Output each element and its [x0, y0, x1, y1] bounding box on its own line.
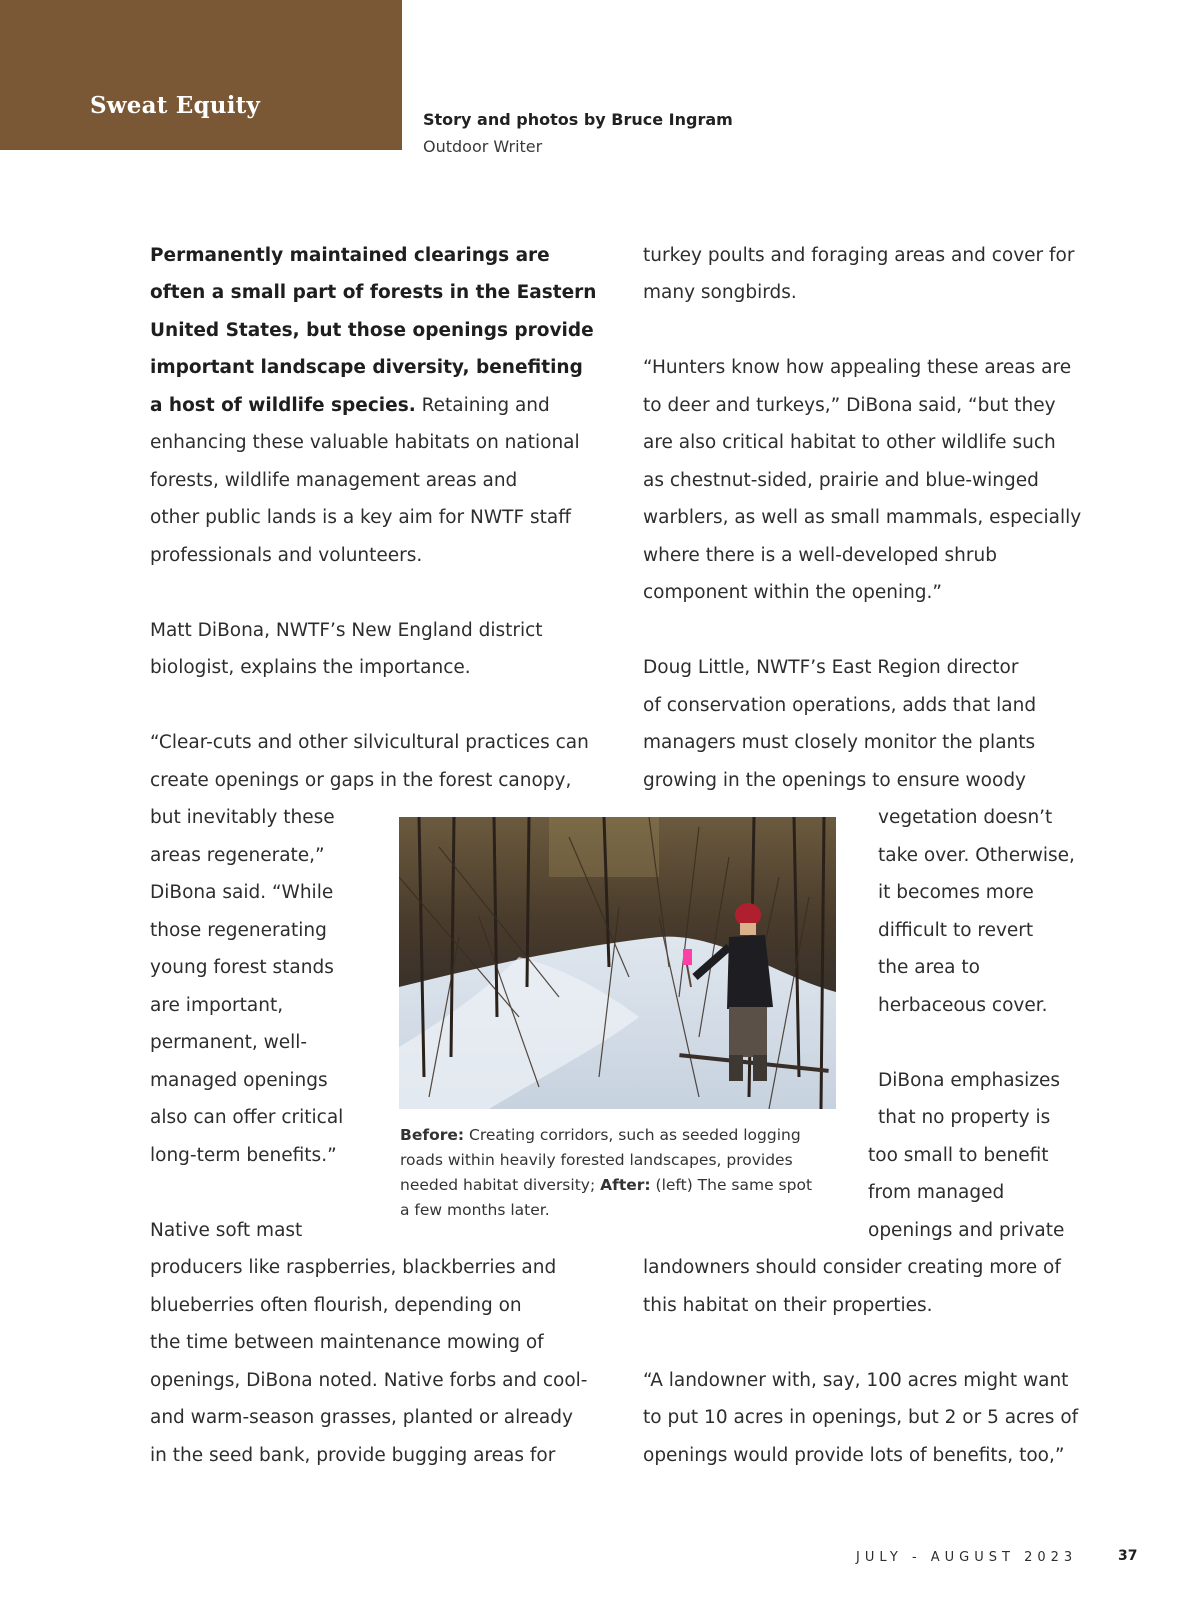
text-line: professionals and volunteers. [150, 545, 423, 566]
text-line: vegetation doesn’t [878, 807, 1053, 828]
header-banner [0, 0, 402, 150]
text-line: growing in the openings to ensure woody [643, 770, 1027, 791]
text-line: in the seed bank, provide bugging areas for [150, 1445, 556, 1466]
text-line: many songbirds. [643, 282, 797, 303]
byline-author: Story and photos by Bruce Ingram [423, 110, 733, 129]
caption-line: Before: Creating corridors, such as seeded logging [400, 1126, 801, 1144]
text-line: it becomes more [878, 882, 1034, 903]
photo-caption [400, 1123, 840, 1223]
text-line: enhancing these valuable habitats on national [150, 432, 580, 453]
text-line: landowners should consider creating more of [643, 1257, 1061, 1278]
caption-before-label: Before: [400, 1126, 465, 1144]
text-line: those regenerating [150, 920, 327, 941]
text-line: also can offer critical [150, 1107, 344, 1128]
text-line: young forest stands [150, 957, 334, 978]
snowy-forest-photo [399, 817, 836, 1109]
text-line: producers like raspberries, blackberries and [150, 1257, 557, 1278]
text-line: DiBona emphasizes [878, 1070, 1061, 1091]
text-line: Matt DiBona, NWTF’s New England district [150, 620, 543, 641]
text-line: a host of wildlife species. Retaining and [150, 395, 550, 416]
text-line: this habitat on their properties. [643, 1295, 933, 1316]
text-line: Permanently maintained clearings are [150, 245, 550, 266]
caption-line: needed habitat diversity; After: (left) The same spot [400, 1176, 813, 1194]
text-line: are important, [150, 995, 284, 1016]
text-line: important landscape diversity, benefiting [150, 357, 583, 378]
text-line: United States, but those openings provide [150, 320, 594, 341]
text-line: DiBona said. “While [150, 882, 334, 903]
text-line: openings, DiBona noted. Native forbs and cool- [150, 1370, 588, 1391]
text-line: managers must closely monitor the plants [643, 732, 1036, 753]
text-line: blueberries often flourish, depending on [150, 1295, 522, 1316]
caption-line: a few months later. [400, 1201, 550, 1219]
text-line: long-term benefits.” [150, 1145, 337, 1166]
text-line: component within the opening.” [643, 582, 943, 603]
text-line: forests, wildlife management areas and [150, 470, 518, 491]
text-line: and warm-season grasses, planted or already [150, 1407, 573, 1428]
text-line: openings and private [868, 1220, 1065, 1241]
text-line: herbaceous cover. [878, 995, 1048, 1016]
text-line: biologist, explains the importance. [150, 657, 471, 678]
page-number: 37 [1118, 1548, 1138, 1564]
text-line: permanent, well- [150, 1032, 308, 1053]
text-line: to deer and turkeys,” DiBona said, “but they [643, 395, 1056, 416]
text-line: that no property is [878, 1107, 1051, 1128]
text-line: openings would provide lots of benefits, too,” [643, 1445, 1065, 1466]
author-role: Outdoor Writer [423, 137, 543, 156]
caption-after-label: After: [600, 1176, 651, 1194]
text-line: Native soft mast [150, 1220, 303, 1241]
caption-line: roads within heavily forested landscapes, provides [400, 1151, 793, 1169]
text-line: managed openings [150, 1070, 328, 1091]
byline [423, 106, 733, 160]
text-line: the time between maintenance mowing of [150, 1332, 544, 1353]
text-line: “A landowner with, say, 100 acres might want [643, 1370, 1069, 1391]
text-line: turkey poults and foraging areas and cover for [643, 245, 1075, 266]
text-line: take over. Otherwise, [878, 845, 1075, 866]
text-line: too small to benefit [868, 1145, 1049, 1166]
text-line: where there is a well-developed shrub [643, 545, 997, 566]
text-line: “Hunters know how appealing these areas are [643, 357, 1072, 378]
text-line: often a small part of forests in the Eastern [150, 282, 597, 303]
text-line: the area to [878, 957, 980, 978]
text-line: warblers, as well as small mammals, especially [643, 507, 1082, 528]
text-line: of conservation operations, adds that land [643, 695, 1037, 716]
text-line: other public lands is a key aim for NWTF staff [150, 507, 571, 528]
text-line: as chestnut-sided, prairie and blue-winged [643, 470, 1039, 491]
text-line: from managed [868, 1182, 1005, 1203]
issue-date: JULY - AUGUST 2023 [856, 1550, 1078, 1565]
text-line: Doug Little, NWTF’s East Region director [643, 657, 1019, 678]
text-line: to put 10 acres in openings, but 2 or 5 acres of [643, 1407, 1079, 1428]
text-line: “Clear-cuts and other silvicultural practices can [150, 732, 589, 753]
text-line: create openings or gaps in the forest canopy, [150, 770, 572, 791]
text-line: difficult to revert [878, 920, 1034, 941]
section-title: Sweat Equity [90, 92, 261, 119]
text-line: but inevitably these [150, 807, 335, 828]
text-line: areas regenerate,” [150, 845, 325, 866]
text-line: are also critical habitat to other wildlife such [643, 432, 1056, 453]
